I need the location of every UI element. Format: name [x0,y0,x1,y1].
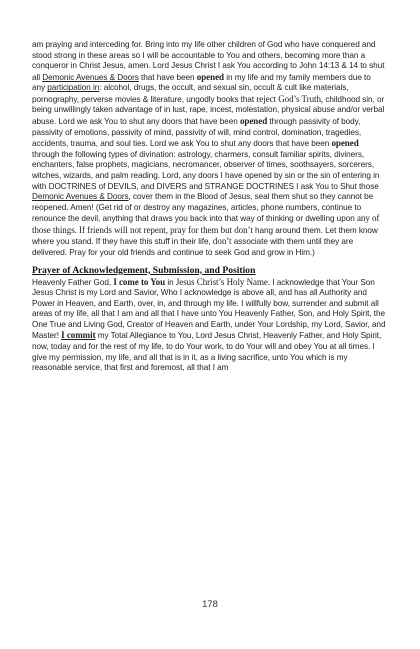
page-body [32,40,386,374]
text-run: opened [196,71,224,82]
text-run: through passivity of body, passivity of emotions, passivity of mind, passivity of will, mind control, domination, tragedies, accidents, trauma, and soul ties. Lord we ask You to shut any doors that have been [32,117,362,149]
text-run: childhood sin, or being unwillingly taken advantage of in lust, rape, incest, molestation, physical abuse and/or verbal abuse. Lord we ask You to shut any doors that have been [32,94,385,127]
text-run: that have been [138,72,197,82]
text-run: associate with them until they are delivered. Pray for your old friends and continue to seek God and grow in Him.) [32,237,354,257]
text-run: hang around them. Let them know where you stand. If they have this stuff in their life, [32,225,378,247]
text-run: through the following types of divination: astrology, charmers, consult familiar spirits, diviners, enchanters, false prophets, magicians, necromancer, observer of times, soothsayers, sorcerers, witches, wizards, and palm reading. Lord, any doors I have opened by sin or the sin of entering in with DOCTRINES of DEVILS, and DIVERS and STRANGE DOCTRINES I ask You to Shut those [32,149,380,191]
text-run: Demonic Avenues & Doors [32,192,129,202]
section-heading: Prayer of Acknowledgement, Submission, and Position [32,264,256,276]
text-run: in my life and my family members due to any [32,72,371,93]
text-run: I acknowledge that Your Son Jesus Christ is my Lord and Savior, Who I acknowledge is above all, and has all Authority and Power in Heaven, and Earth, over, in, and through my life. I willfully bow, surrender and submit all areas of my life, all that I am and all that I have unto You Heavenly Father, Son, and Holy Spirit, the One True and Living God, Creator of Heaven and Earth, under Your Lordship, my Lord, Savior, and Master! [32,277,386,341]
text-run: in [165,277,176,287]
text-run: my Total Allegiance to You, Lord Jesus Christ, Heavenly Father, and Holy Spirit, now, today and for the rest of my life, to do Your work, to do Your will and obey You at all times. I give my permission, my life, and all that is in it, as a living sacrifice, unto You which is my reasonable service, that first and foremost, all that I am [32,331,382,373]
text-run: participation in [47,83,100,93]
text-run: opened [239,116,268,127]
text-run: don’t [212,236,232,247]
text-run: : alcohol, drugs, the occult, and sexual sin, occult & cult like materials, pornography, perverse movies & literature, ungodly books that [32,83,349,104]
text-run: am praying and interceding for. Bring into my life other children of God who have conquered and stood strong in these areas so I will be accountable to You and others, becoming more than a conqueror in Christ Jesus, amen. Lord Jesus Christ I ask You according to John 14:13 & 14 to shut all [32,40,385,82]
text-run: I commit [61,330,96,341]
text-run: any of those things. If friends will not repent, pray for them but don’t [32,213,380,235]
text-run: Jesus Christ’s Holy Name. [175,276,271,287]
page-number: 178 [202,599,218,610]
paragraph-doors-prayer [32,40,386,259]
text-run: Demonic Avenues & Doors [42,72,139,82]
text-run: reject God’s Truth, [256,93,324,104]
text-run: opened [331,138,359,149]
paragraph-acknowledgement-prayer [32,277,386,374]
text-run: I come to You [113,276,166,287]
text-run: , cover them in the Blood of Jesus, seal them shut so they cannot be reopened. Amen! (Get rid of or destroy any magazines, articles, phone numbers, continue to renounce the devil, anything that draws you back into that way of thinking or dwelling upon [32,192,374,224]
text-run: Heavenly Father God, [32,277,114,287]
